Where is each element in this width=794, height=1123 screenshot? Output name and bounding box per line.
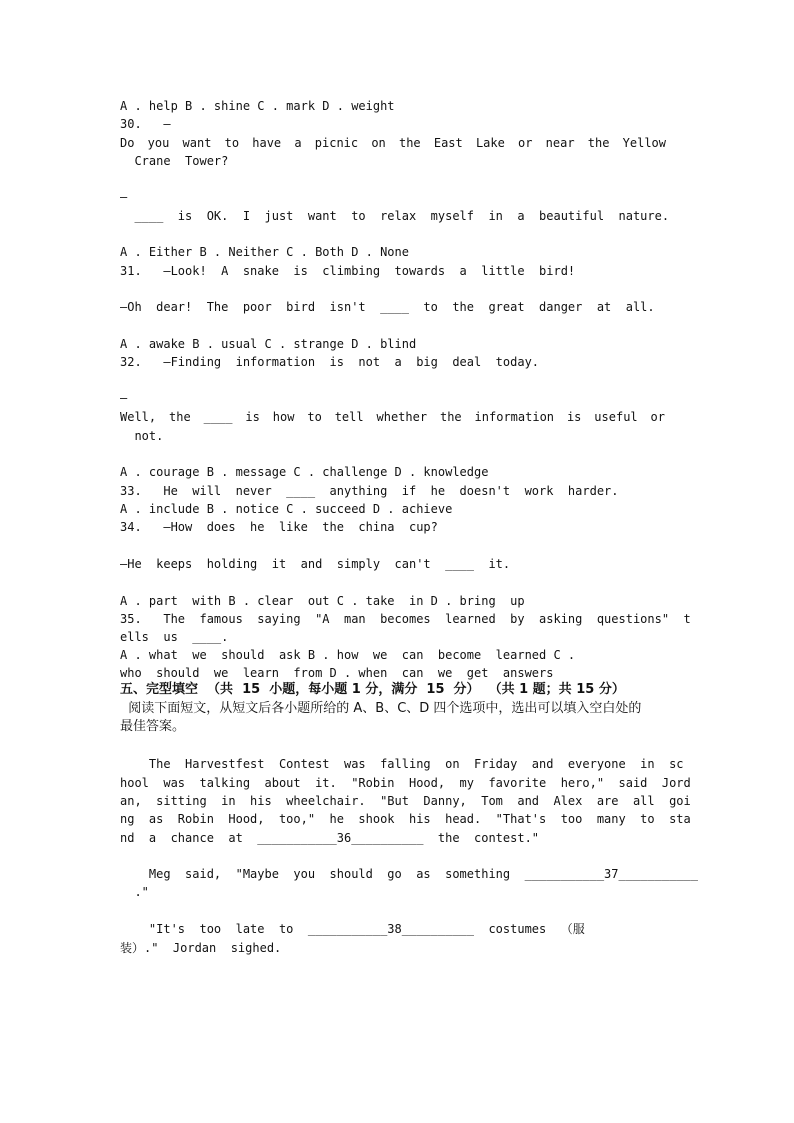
options-33: A . include B . notice C . succeed D . achieve xyxy=(120,502,453,516)
question-30-line-1: Do you want to have a picnic on the East Lake or near the Yellow xyxy=(120,136,666,150)
passage-line-1: The Harvestfest Contest was falling on Friday and everyone in sc xyxy=(120,757,684,771)
options-31: A . awake B . usual C . strange D . blind xyxy=(120,337,417,351)
question-30-number: 30. — xyxy=(120,117,171,131)
question-35-line-1: 35. The famous saying "A man becomes learned by asking questions" t xyxy=(120,612,691,626)
passage-line-7: ." xyxy=(120,885,149,899)
section-heading: 五、完型填空 （共 15 小题，每小题 1 分，满分 15 分） （共 1 题；共 15 分） xyxy=(120,682,625,697)
question-30-line-2: Crane Tower? xyxy=(120,154,229,168)
passage-line-2: hool was talking about it. "Robin Hood, my favorite hero," said Jord xyxy=(120,776,691,790)
options-35-line-2: who should we learn from D . when can we get answers xyxy=(120,666,554,680)
section-instruction-1: 阅读下面短文，从短文后各小题所给的 A、B、C、D 四个选项中，选出可以填入空白处的 xyxy=(120,701,642,716)
passage-line-5: nd a chance at ___________36__________ the contest." xyxy=(120,831,540,845)
question-34-line-1: 34. —How does he like the china cup? xyxy=(120,520,438,534)
options-35-line-1: A . what we should ask B . how we can become learned C . xyxy=(120,648,576,662)
options-30: A . Either B . Neither C . Both D . None xyxy=(120,245,409,259)
question-30-line-3: ____ is OK. I just want to relax myself in a beautiful nature. xyxy=(120,209,670,223)
options-34: A . part with B . clear out C . take in D . bring up xyxy=(120,594,525,608)
question-32-line-3: not. xyxy=(120,429,164,443)
passage-line-9: 装）." Jordan sighed. xyxy=(120,941,282,955)
options-32: A . courage B . message C . challenge D . knowledge xyxy=(120,465,489,479)
passage-line-6: Meg said, "Maybe you should go as something ___________37___________ xyxy=(120,867,698,881)
passage-line-3: an, sitting in his wheelchair. "But Danny, Tom and Alex are all goi xyxy=(120,794,691,808)
question-31-line-2: —Oh dear! The poor bird isn't ____ to the great danger at all. xyxy=(120,300,655,314)
passage-line-4: ng as Robin Hood, too," he shook his head. "That's too many to sta xyxy=(120,812,691,826)
section-instruction-2: 最佳答案。 xyxy=(120,719,186,734)
question-32-line-1: 32. —Finding information is not a big deal today. xyxy=(120,355,540,369)
question-30-dash: — xyxy=(120,190,128,204)
question-31-line-1: 31. —Look! A snake is climbing towards a little bird! xyxy=(120,264,576,278)
passage-line-8: "It's too late to ___________38__________ costumes （服 xyxy=(120,922,585,936)
question-34-line-2: —He keeps holding it and simply can't ____ it. xyxy=(120,557,511,571)
question-32-line-2: Well, the ____ is how to tell whether the information is useful or xyxy=(120,410,665,424)
question-32-dash: — xyxy=(120,391,128,405)
question-33: 33. He will never ____ anything if he doesn't work harder. xyxy=(120,484,619,498)
options-29: A . help B . shine C . mark D . weight xyxy=(120,99,395,113)
question-35-line-2: ells us ____. xyxy=(120,630,229,644)
